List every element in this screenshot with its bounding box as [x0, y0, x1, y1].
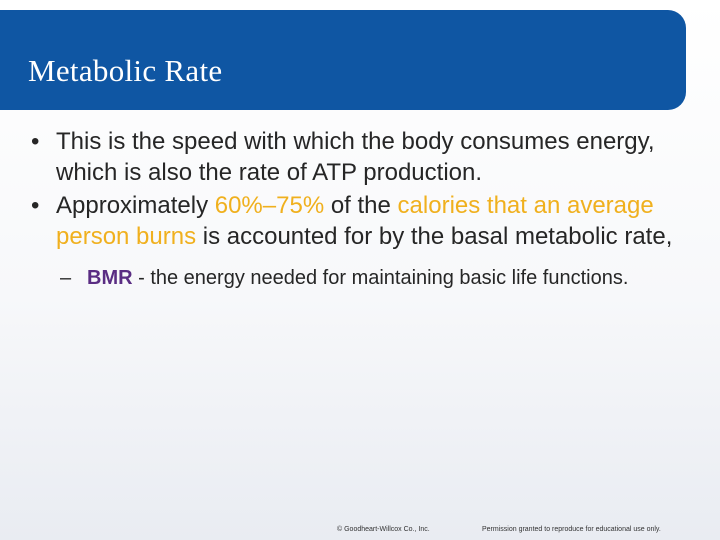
slide-content — [28, 126, 688, 293]
bullet-item-1 — [28, 126, 688, 188]
bullet-text: This is the speed with which the body consumes energy, which is also the rate of ATP production. — [56, 128, 655, 186]
bullet-text: is accounted for by the basal metabolic rate, — [196, 223, 673, 250]
bullet-text: of the — [324, 192, 398, 219]
bullet-marker: • — [31, 192, 40, 219]
bullet-marker: • — [31, 128, 40, 155]
sub-bullet-bmr — [60, 264, 688, 293]
sub-bullet-marker: – — [60, 267, 72, 289]
slide-title: Metabolic Rate — [28, 53, 223, 88]
title-bar — [0, 10, 686, 110]
term-bmr: BMR — [87, 267, 133, 289]
bullet-text: Approximately — [56, 192, 215, 219]
footer-permission: Permission granted to reproduce for educational use only. — [482, 526, 661, 533]
footer-copyright: © Goodheart-Willcox Co., Inc. — [337, 526, 430, 533]
highlight-calories: calories that an average person burns — [56, 192, 654, 250]
bullet-item-2 — [28, 190, 688, 252]
term-definition: - the energy needed for maintaining basic life functions. — [132, 267, 629, 289]
highlight-percentage: 60%–75% — [214, 192, 325, 219]
